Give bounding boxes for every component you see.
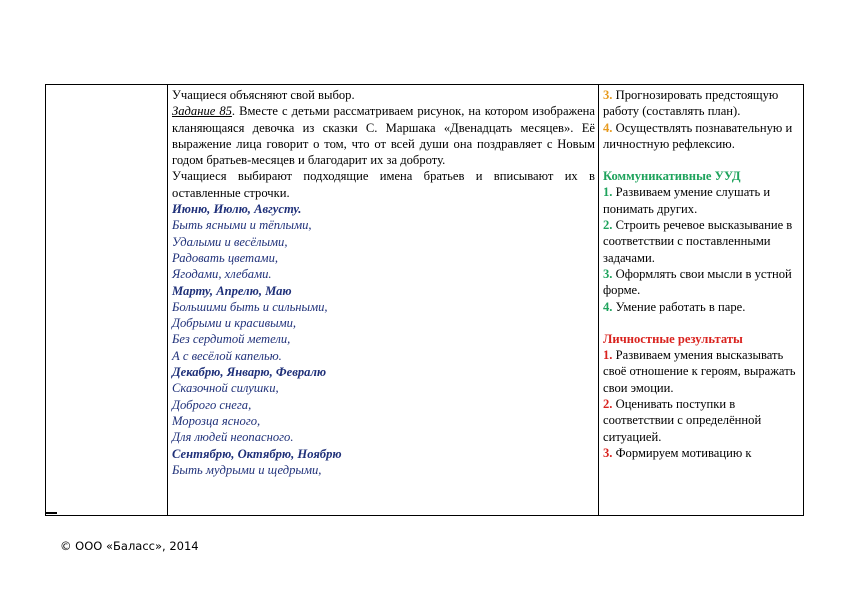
poem-line: Удалыми и весёлыми, [172,234,288,249]
item-text: Оформлять свои мысли в устной форме. [603,266,792,298]
list-item [603,396,800,445]
poem-line: Быть ясными и тёплыми, [172,218,312,233]
poem-line: Большими быть и сильными, [172,299,328,314]
spacer [603,315,800,331]
intro-text: Учащиеся объясняют свой выбор. [172,88,355,102]
stanza-head: Марту, Апрелю, Маю [172,283,292,298]
poem-line: Для людей неопасного. [172,430,294,445]
empty-cell [46,85,168,516]
item-text: Умение работать в паре. [612,299,746,314]
uud-cell [599,85,804,516]
list-item [603,299,800,315]
choose-text: Учащиеся выбирают подходящие имена братьев и вписывают их в оставленные строчки. [172,169,595,200]
item-number: 1. [603,348,613,363]
list-item [603,347,800,396]
item-text: Развиваем умения высказывать своё отношение к героям, выражать свои эмоции. [603,348,796,395]
stanza-head: Декабрю, Январю, Февралю [172,365,327,380]
item-number: 2. [603,397,613,412]
poem-line: А с весёлой капелью. [172,348,282,363]
list-item [603,445,800,461]
table-corner-mark [45,512,57,514]
list-item [603,266,800,299]
item-number: 4. [603,299,613,314]
stanza-head: Сентябрю, Октябрю, Ноябрю [172,446,342,461]
copyright-footer: © ООО «Баласс», 2014 [60,539,199,553]
poem-line: Быть мудрыми и щедрыми, [172,462,322,477]
task-paragraph [172,103,595,168]
item-number: 3. [603,88,613,102]
task-text: . Вместе с детьми рассматриваем рисунок, на котором изображена кланяющаяся девочка из сказки С. Маршака «Двенадцать месяцев». Её выражение лица говорит о том, что от всей души она поздравляет с Новым годом братьев-месяцев и благодарит их за доброту. [172,104,595,168]
item-number: 3. [603,266,613,281]
communicative-title: Коммуникативные УУД [603,169,741,184]
item-number: 3. [603,445,613,460]
poem-line: Радовать цветами, [172,250,279,265]
item-text: Осуществлять познавательную и личностную рефлексию. [603,120,793,151]
task-label: Задание 85 [172,104,232,119]
list-item [603,184,800,217]
list-item [603,217,800,266]
lesson-table [45,84,804,516]
poem-line: Морозца ясного, [172,413,261,428]
item-text: Формируем мотивацию к [612,445,752,460]
personal-title: Личностные результаты [603,331,743,346]
item-number: 4. [603,120,613,135]
item-text: Развиваем умение слушать и понимать других. [603,185,771,216]
poem-line: Добрыми и красивыми, [172,316,297,331]
item-number: 2. [603,218,613,233]
item-text: Оценивать поступки в соответствии с определённой ситуацией. [603,397,762,444]
stanza-head: Июню, Июлю, Августу. [172,202,302,217]
poem-line: Доброго снега, [172,397,252,412]
poem-line: Ягодами, хлебами. [172,267,272,282]
list-item [603,87,800,120]
item-text: Строить речевое высказывание в соответствии с поставленными задачами. [603,218,793,265]
item-text: Прогнозировать предстоящую работу (составлять план). [603,88,779,119]
item-number: 1. [603,185,613,200]
table-row [46,85,804,516]
list-item [603,120,800,153]
spacer [603,152,800,168]
activity-cell [168,85,599,516]
poem-line: Без сердитой метели, [172,332,291,347]
poem-line: Сказочной силушки, [172,381,279,396]
